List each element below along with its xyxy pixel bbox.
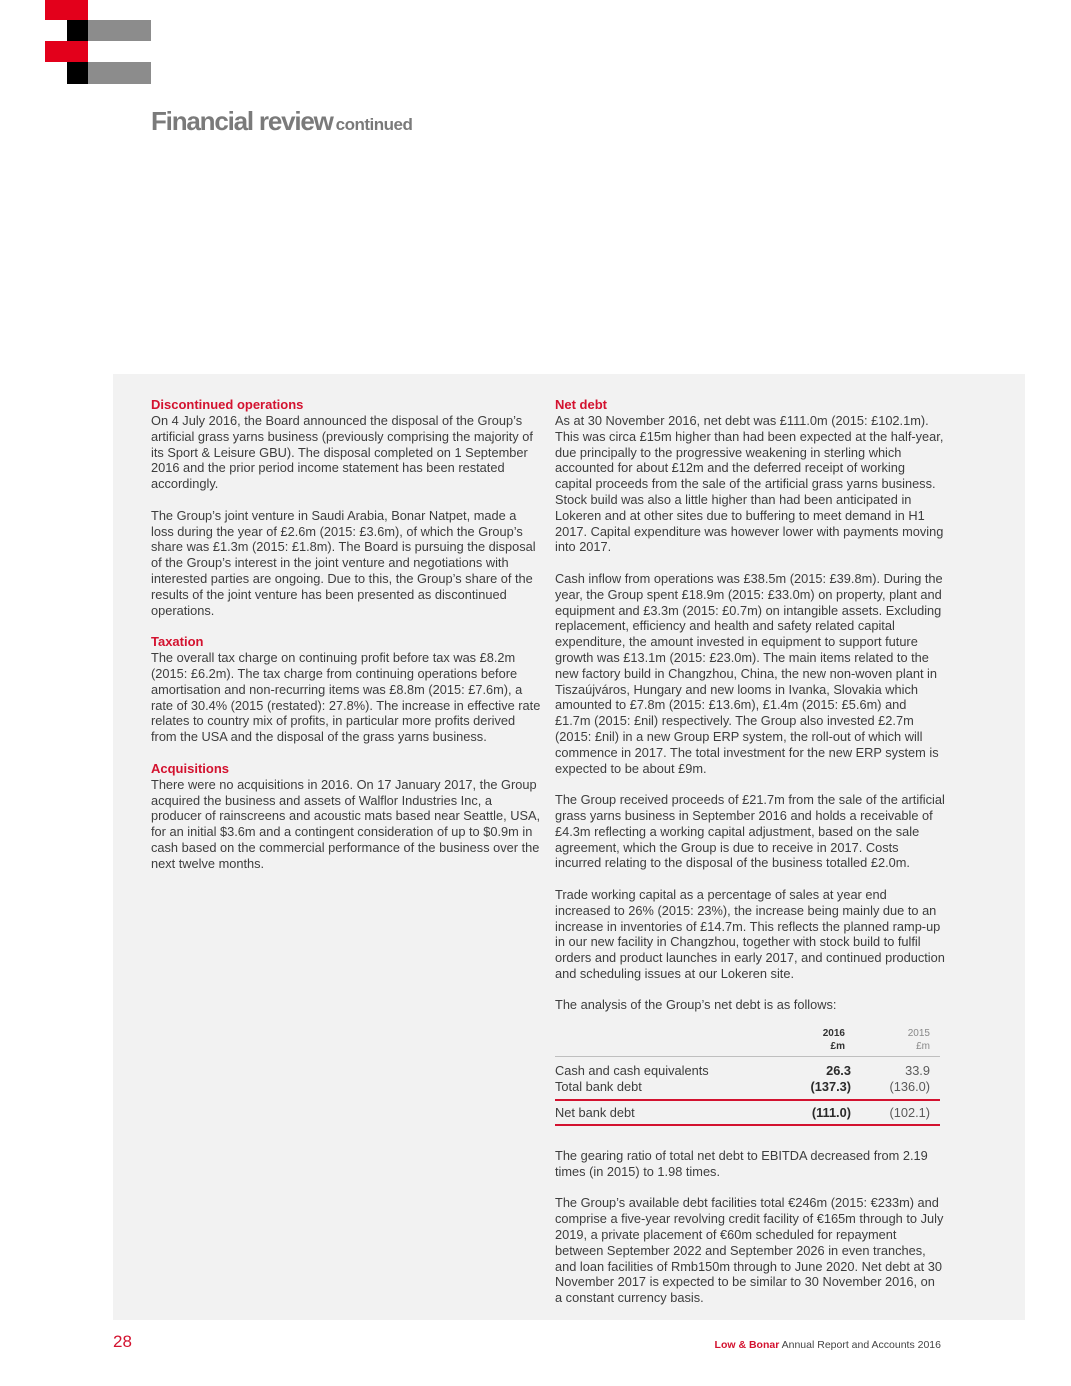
logo-block-black-bottom: [67, 62, 88, 84]
paragraph: Cash inflow from operations was £38.5m (2015: £39.8m). During the year, the Group spent £18.9m (2015: £33.0m) on property, plant and equipment and £3.3m (2015: £0.7m) on intangible assets. Excluding replacement, efficiency and health and safety related capital expenditure, the amount invested in equipment to support future growth was £13.1m (2015: £23.0m). The main items related to the new factory build in Changzhou, China, the new non-woven plant in Tiszaújváros, Hungary and new looms in Ivanka, Slovakia which amounted to £7.8m (2015: £13.6m), £1.4m (2015: £5.6m) and £1.7m (2015: £nil) respectively. The Group also invested £2.7m (2015: £nil) in a new Group ERP system, the roll-out of which will commence in 2017. The total investment for the new ERP system is expected to be about £9m.: [555, 570, 943, 776]
page-title: [151, 101, 412, 138]
value-2016: (137.3): [761, 1079, 855, 1100]
logo-block-grey-top: [88, 20, 151, 41]
section-discontinued-operations: [151, 397, 541, 618]
value-2015: 33.9: [905, 1063, 930, 1079]
unit-2016: £m: [761, 1040, 855, 1057]
table-unit-row: [555, 1040, 940, 1057]
paragraph: There were no acquisitions in 2016. On 17 January 2017, the Group acquired the business and assets of Walflor Industries Inc, a producer of rainscreens and acoustic mats based near Seattle, USA, for an initial $3.6m and a contingent consideration of up to $0.9m in cash based on the commercial performance of the business over the next twelve months.: [151, 776, 541, 871]
logo-block-black-top: [67, 20, 88, 41]
right-column: [555, 397, 945, 1322]
heading-net-debt: Net debt: [555, 397, 607, 412]
logo-block-grey-bottom: [88, 62, 151, 84]
row-label: Total bank debt: [555, 1079, 761, 1100]
paragraph: On 4 July 2016, the Board announced the disposal of the Group’s artificial grass yarns business (previously comprising the majority of its Sport & Leisure GBU). The disposal completed on 1 September 2016 and the prior period income statement has been restated accordingly.: [151, 413, 533, 492]
value-2015: (102.1): [855, 1100, 940, 1125]
table-row: [555, 1057, 940, 1080]
page-title-continued: continued: [335, 115, 413, 134]
footer-company: Low & Bonar: [714, 1339, 780, 1351]
page-number: 28: [113, 1332, 132, 1351]
row-label: Cash and cash equivalents: [555, 1063, 709, 1079]
heading-discontinued-operations: Discontinued operations: [151, 397, 304, 412]
net-debt-table: [555, 1027, 940, 1126]
section-acquisitions: [151, 761, 541, 872]
logo-block-red-top: [45, 0, 88, 20]
paragraph: The overall tax charge on continuing profit before tax was £8.2m (2015: £6.2m). The tax charge from continuing operations before amortisation and non-recurring items was £8.8m (2015: £7.6m), a rate of 30.4% (2015 (restated): 27.8%). The increase in effective rate relates to country mix of profits, in particular more profits derived from the USA and the disposal of the grass yarns business.: [151, 650, 541, 745]
paragraph: As at 30 November 2016, net debt was £111.0m (2015: £102.1m). This was circa £15m higher than had been expected at the half-year, due principally to the progressive weakening in sterling which accounted for about £12m and the deferred receipt of working capital proceeds from the sale of the artificial grass yarns business. Stock build was also a little higher than had been anticipated in Lokeren and at other sites due to buffering to meet demand in H1 2017. Capital expenditure was however lower with payments moving into 2017.: [555, 413, 944, 555]
page-title-main: Financial review: [151, 106, 333, 136]
footer-report: Annual Report and Accounts 2016: [781, 1339, 941, 1351]
paragraph: Trade working capital as a percentage of sales at year end increased to 26% (2015: 23%), the increase being mainly due to an increase in inventories of £14.7m. This reflects the planned ramp-up in our new facility in Changzhou, together with stock build to fulfil orders and product launches in early 2017, and continued production and scheduling issues at our Lokeren site.: [555, 886, 945, 981]
heading-acquisitions: Acquisitions: [151, 760, 230, 776]
table-header-row: [555, 1027, 940, 1040]
left-column: [151, 397, 541, 887]
paragraph: The Group received proceeds of £21.7m from the sale of the artificial grass yarns business in September 2016 and holds a receivable of £4.3m reflecting a working capital adjustment, based on the sale agreement, which the Group is due to receive in 2017. Costs incurred relating to the disposal of the business totalled £2.0m.: [555, 792, 945, 871]
column-header-2015: 2015: [907, 1028, 930, 1040]
logo-block-red-middle: [45, 41, 88, 62]
value-2015: (136.0): [855, 1079, 940, 1100]
paragraph: The analysis of the Group’s net debt is as follows:: [555, 997, 837, 1013]
heading-taxation: Taxation: [151, 634, 204, 650]
paragraph: The gearing ratio of total net debt to EBITDA decreased from 2.19 times (in 2015) to 1.98 times.: [555, 1148, 928, 1179]
unit-2015: £m: [855, 1040, 940, 1057]
row-label: Net bank debt: [555, 1100, 761, 1125]
column-header-2016: 2016: [822, 1028, 845, 1040]
value-2016: 26.3: [826, 1063, 851, 1079]
section-taxation: [151, 634, 541, 745]
company-logo: [0, 0, 160, 90]
value-2016: (111.0): [761, 1100, 855, 1125]
footer-text: [715, 1339, 941, 1351]
paragraph: The Group’s available debt facilities total €246m (2015: €233m) and comprise a five-year revolving credit facility of €165m through to July 2019, a private placement of €60m scheduled for repayment between September 2022 and September 2026 in even tranches, and loan facilities of Rmb150m through to June 2020. Net debt at 30 November 2017 is expected to be similar to 30 November 2016, on a constant currency basis.: [555, 1195, 944, 1306]
table-total-row: [555, 1100, 940, 1125]
paragraph: The Group’s joint venture in Saudi Arabia, Bonar Natpet, made a loss during the year of £2.6m (2015: £3.6m), of which the Group’s share was £1.3m (2015: £1.8m). The Board is pursuing the disposal of the Group’s interest in the joint venture and negotiations with interested parties are ongoing. Due to this, the Group’s share of the results of the joint venture has been presented as discontinued operations.: [151, 507, 536, 618]
table-row: [555, 1079, 940, 1100]
